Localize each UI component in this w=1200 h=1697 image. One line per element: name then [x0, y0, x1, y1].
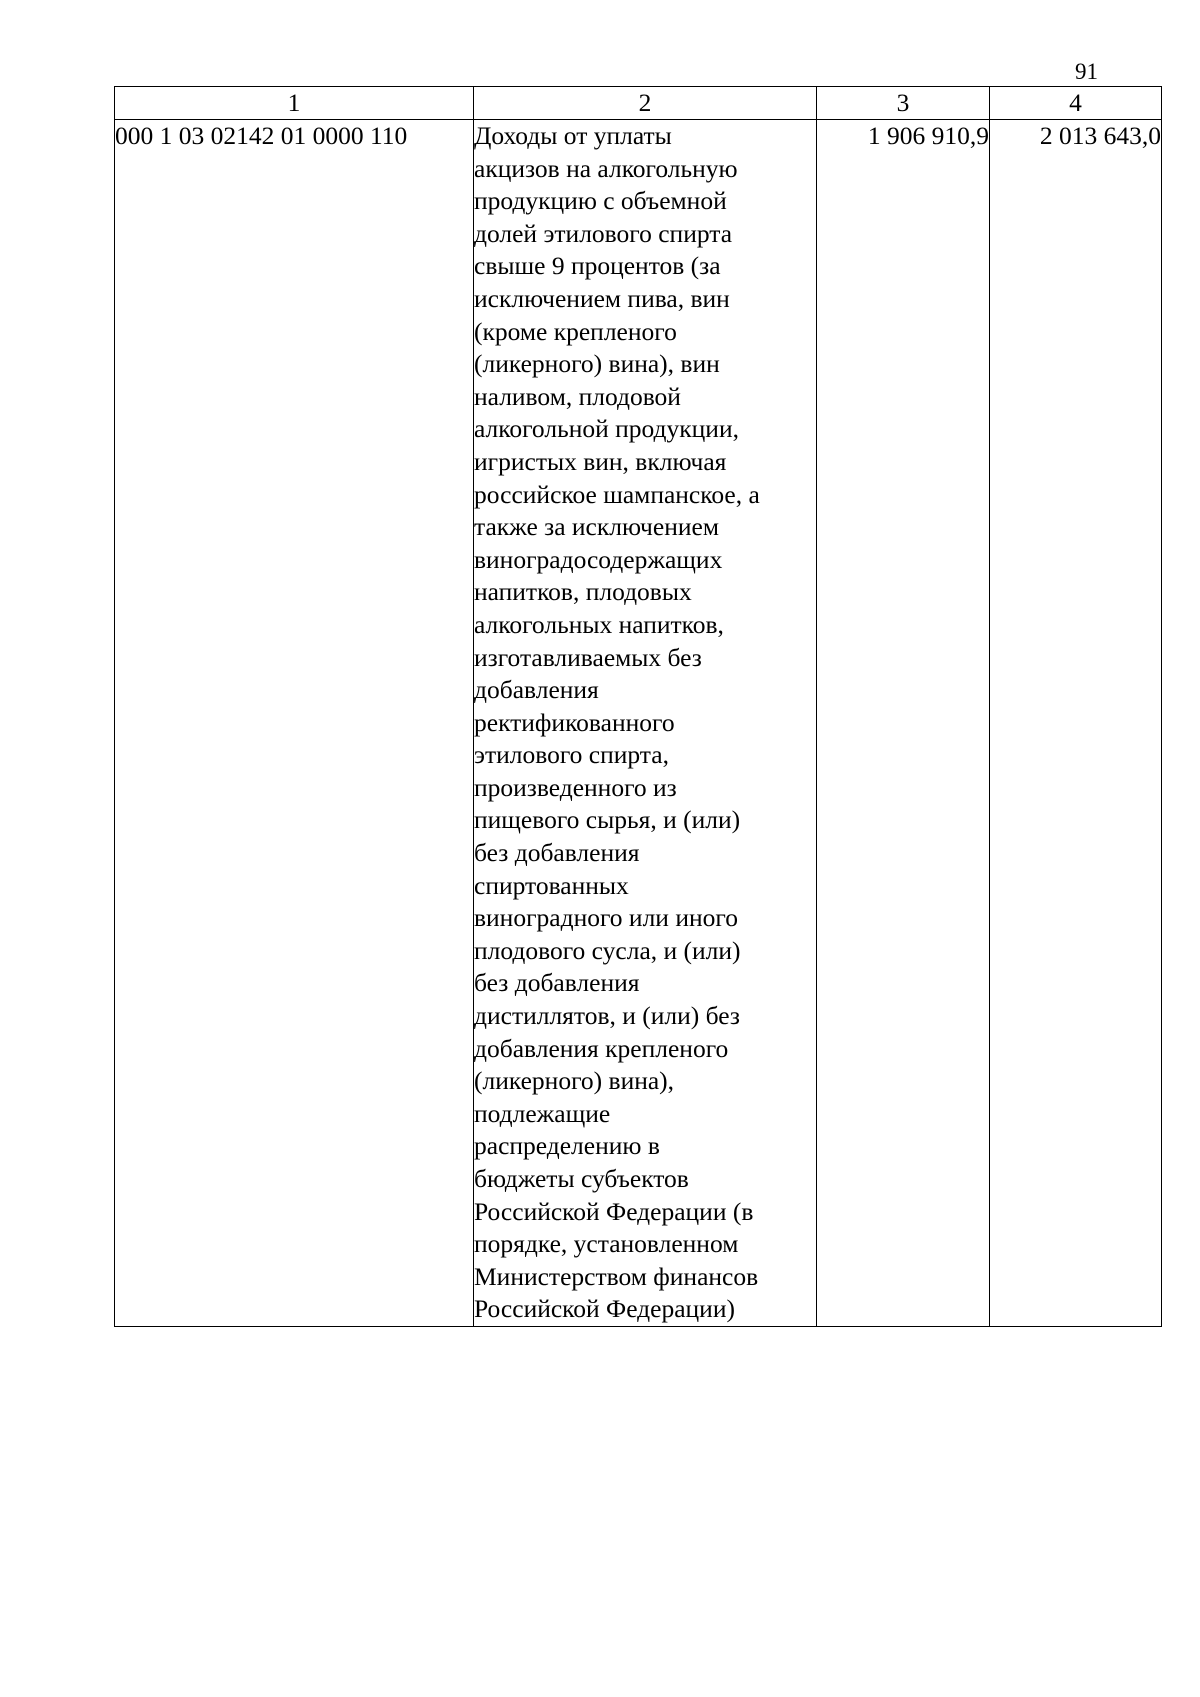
budget-classification-code: 000 1 03 02142 01 0000 110	[115, 120, 474, 1327]
description-line: без добавления	[474, 838, 640, 868]
description-line: Доходы от уплаты	[474, 121, 672, 150]
description-line: Российской Федерации (в	[474, 1196, 754, 1226]
description-line: (ликерного) вина), вин	[474, 349, 720, 379]
description-line: российское шампанское, а	[474, 479, 760, 509]
description-line: исключением пива, вин	[474, 283, 730, 313]
description-line: также за исключением	[474, 512, 719, 542]
description-line: распределению в	[474, 1131, 660, 1161]
amount-column-3: 1 906 910,9	[817, 120, 990, 1327]
description-line: Российской Федерации)	[474, 1294, 735, 1324]
description-line: (ликерного) вина),	[474, 1066, 675, 1096]
description-line: алкогольных напитков,	[474, 609, 724, 639]
description-line: (кроме крепленого	[474, 316, 677, 346]
description-line: порядке, установленном	[474, 1229, 739, 1259]
budget-table	[114, 86, 1162, 1327]
description-line: плодового сусла, и (или)	[474, 935, 741, 965]
description-line: бюджеты субъектов	[474, 1164, 689, 1193]
description-line: дистиллятов, и (или) без	[474, 1001, 740, 1031]
description-line: продукцию с объемной	[474, 186, 727, 216]
description-line: без добавления	[474, 968, 640, 998]
column-header-3: 3	[817, 87, 990, 120]
description-line: алкогольной продукции,	[474, 414, 739, 444]
description-line: свыше 9 процентов (за	[474, 251, 721, 281]
description-line: наливом, плодовой	[474, 381, 681, 411]
amount-column-4: 2 013 643,0	[990, 120, 1162, 1327]
column-header-1: 1	[115, 87, 474, 120]
description-line: пищевого сырья, и (или)	[474, 805, 741, 835]
description-line: изготавливаемых без	[474, 642, 702, 672]
description-line: виноградного или иного	[474, 903, 738, 933]
page-number: 91	[1075, 59, 1098, 84]
description-line: Министерством финансов	[474, 1261, 759, 1291]
description-line: подлежащие	[474, 1098, 611, 1128]
column-header-4: 4	[990, 87, 1162, 120]
description-line: виноградосодержащих	[474, 544, 723, 574]
description-line: произведенного из	[474, 772, 677, 802]
description-line: игристых вин, включая	[474, 446, 727, 476]
description-line: добавления крепленого	[474, 1033, 729, 1063]
description-line: спиртованных	[474, 870, 629, 900]
column-header-2: 2	[474, 87, 817, 120]
description-line: долей этилового спирта	[474, 218, 733, 248]
description-line: ректификованного	[474, 707, 675, 737]
description-line: акцизов на алкогольную	[474, 153, 738, 183]
table-header-row	[115, 87, 1162, 120]
income-description	[474, 120, 817, 1327]
description-line: добавления	[474, 675, 599, 705]
description-line: этилового спирта,	[474, 740, 669, 770]
table-row	[115, 120, 1162, 1327]
description-line: напитков, плодовых	[474, 577, 692, 607]
